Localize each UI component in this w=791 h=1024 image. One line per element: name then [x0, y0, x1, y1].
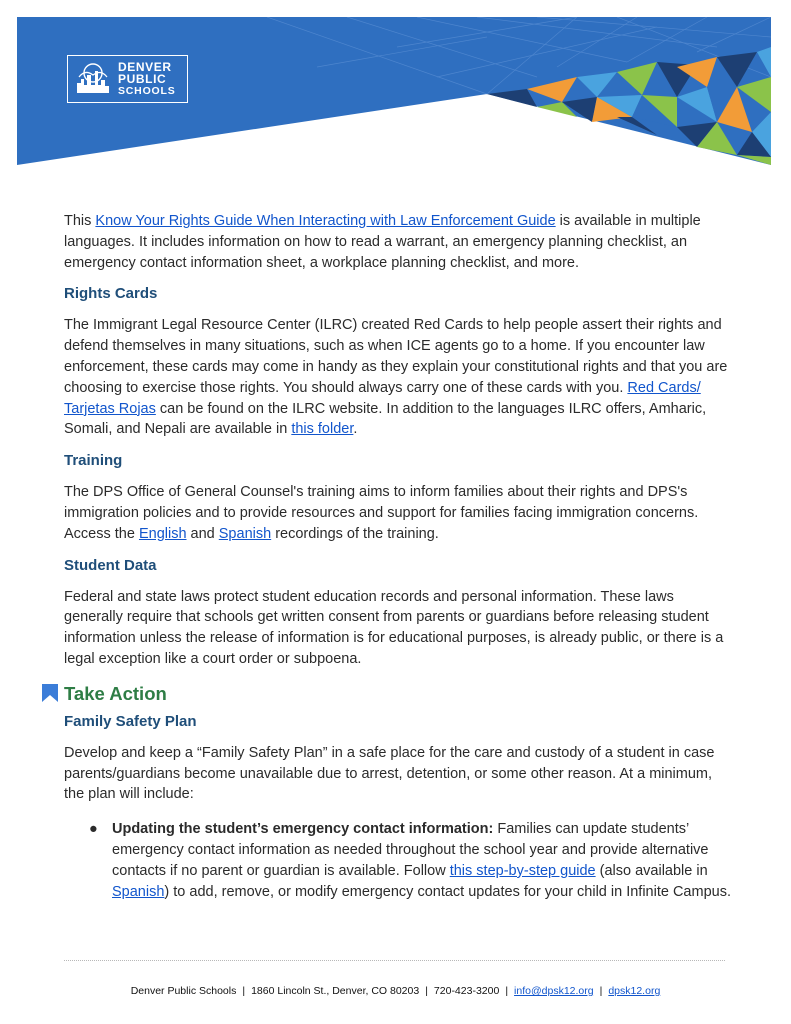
- footer-divider: [64, 960, 725, 961]
- student-data-paragraph: Federal and state laws protect student education records and personal information. These laws generally require that schools get written consent from parents or guardians before releasing student information unless the release of information is for educational purposes, is already public, or there is a legal exception like a court order or subpoena.: [64, 588, 724, 667]
- footer-org: Denver Public Schools: [130, 985, 237, 997]
- rights-cards-paragraph: The Immigrant Legal Resource Center (ILRC) created Red Cards to help people assert their rights and defend themselves in many situations, such as when ICE agents go to a home. If you encounter law enforcement, these cards may come in handy as they explain your constitutional rights and that you are choosing to exercise those rights. You should always carry one of these cards with you. Red Cards/ Tarjetas Rojas can be found on the ILRC website. In addition to the languages ILRC offers, Amharic, Somali, and Nepali are available in this folder.: [64, 317, 728, 438]
- logo-text: [118, 61, 176, 97]
- training-paragraph: The DPS Office of General Counsel's training aims to inform families about their rights and DPS's immigration policies and to provide resources and support for families facing immigration concerns. Access the English and Spanish recordings of the training.: [64, 484, 699, 542]
- footer-email-link[interactable]: info@dpsk12.org: [514, 985, 594, 997]
- bullet-bold-lead: Updating the student’s emergency contact information:: [112, 821, 494, 838]
- family-safety-plan-heading: Family Safety Plan: [64, 712, 197, 730]
- student-data-heading: Student Data: [64, 556, 157, 574]
- document-body: [64, 211, 734, 902]
- take-action-label: Take Action: [64, 682, 167, 704]
- list-item: ● Updating the student’s emergency contact information: Families can update students’ emergency contact information as needed throughout the school year and provide alternative contacts if no parent or guardian is available. Follow this step-by-step guide (also available in Spanish) to add, remove, or modify emergency contact updates for your child in Infinite Campus.: [89, 821, 731, 900]
- training-heading: Training: [64, 452, 123, 470]
- intro-paragraph: This Know Your Rights Guide When Interacting with Law Enforcement Guide is available in multiple languages. It includes information on how to read a warrant, an emergency planning checklist, an emergency contact information sheet, a workplace planning checklist, and more.: [64, 213, 701, 271]
- dps-logo: [67, 55, 188, 103]
- bookmark-icon: [41, 684, 59, 702]
- take-action-heading: [64, 682, 734, 706]
- spanish-guide-link[interactable]: Spanish: [112, 883, 165, 900]
- family-safety-plan-paragraph: Develop and keep a “Family Safety Plan” in a safe place for the care and custody of a student in case parents/guardians become unavailable due to arrest, detention, or some other reason. At a minimum, the plan will include:: [64, 744, 715, 803]
- logo-line-public: PUBLIC: [118, 72, 167, 86]
- footer: Denver Public Schools | 1860 Lincoln St., Denver, CO 80203 | 720-423-3200 | info@dpsk12.org | dpsk12.org: [130, 985, 661, 997]
- footer-phone: 720-423-3200: [433, 985, 500, 997]
- this-folder-link[interactable]: this folder: [291, 421, 354, 438]
- footer-site-link[interactable]: dpsk12.org: [608, 985, 661, 997]
- logo-line-schools: SCHOOLS: [118, 85, 176, 97]
- spanish-recording-link[interactable]: Spanish: [218, 525, 272, 542]
- skyline-logo-icon: [71, 59, 115, 99]
- red-cards-link[interactable]: Red Cards/ Tarjetas Rojas: [64, 379, 701, 417]
- footer-address: 1860 Lincoln St., Denver, CO 80203: [251, 985, 420, 997]
- logo-line-denver: DENVER: [118, 60, 172, 74]
- safety-plan-list: [64, 819, 734, 902]
- bullet-marker: ●: [89, 821, 98, 838]
- step-by-step-guide-link[interactable]: this step-by-step guide: [449, 862, 596, 879]
- english-recording-link[interactable]: English: [138, 525, 187, 542]
- rights-cards-heading: Rights Cards: [64, 285, 158, 303]
- know-your-rights-guide-link[interactable]: Know Your Rights Guide When Interacting with Law Enforcement Guide: [95, 213, 556, 229]
